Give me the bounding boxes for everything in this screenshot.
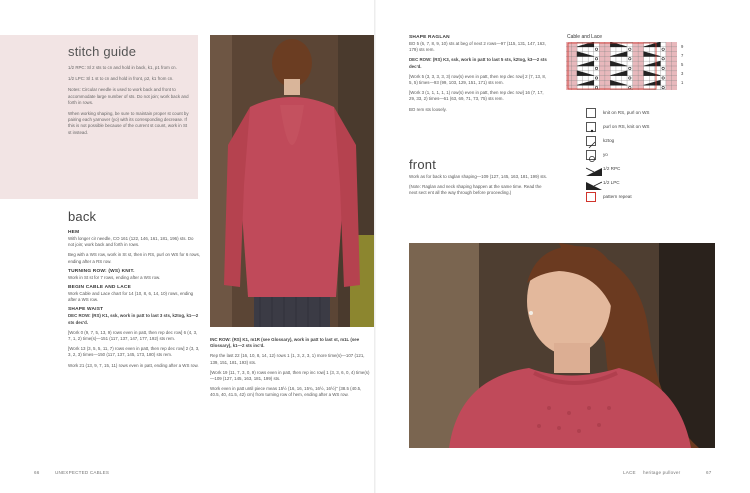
chart-cell-purl	[605, 47, 611, 52]
chart-cell-purl	[638, 56, 644, 61]
chart-row-1: 1	[681, 80, 684, 85]
legend-knit-label: knit on RS, purl on WS	[603, 110, 650, 115]
chart-cell-purl	[599, 71, 605, 76]
turning-row-text: Work in St st for 7 rows, ending after a WS row.	[68, 274, 161, 280]
cable-lace-heading: BEGIN CABLE AND LACE	[68, 285, 131, 291]
back-title: back	[68, 209, 97, 224]
chart-cell-purl	[633, 71, 639, 76]
front-column	[409, 174, 549, 201]
back-column	[68, 226, 200, 373]
cable-lace-chart	[566, 42, 677, 90]
chart-cell-purl	[605, 76, 611, 81]
cable-lace-text: Work Cable and Lace chart for 14 (10, 8, 6, 14, 10) rows, ending after a WS row.	[68, 291, 194, 303]
chart-cell-purl	[671, 56, 677, 61]
chart-cell-purl	[566, 61, 572, 66]
chart-cell-purl	[671, 80, 677, 85]
chart-cell-purl	[572, 61, 578, 66]
chart-row-9: 9	[681, 44, 684, 49]
chart-cell-purl	[671, 61, 677, 66]
legend-yo	[586, 150, 686, 162]
waist-text-1: [Work 0 (9, 7, 5, 13, 9) rows even in patt, then rep dec row] 6 (4, 3, 7, 1, 2) time(s)—151 (117, 137, 147, 177, 192) sts rem.	[68, 329, 198, 342]
chart-cell-purl	[599, 80, 605, 85]
chart-cell-purl	[666, 61, 672, 66]
chart-cell-purl	[666, 76, 672, 81]
turning-row-heading: TURNING ROW: (WS) KNIT.	[68, 268, 135, 274]
legend-lpc	[586, 178, 686, 190]
left-book-title: UNEXPECTED CABLES	[55, 470, 110, 475]
raglan-dec-row: DEC ROW: (RS) K3, ssk, work in patt to last 5 sts, k2tog, k3—2 sts dec'd.	[409, 57, 547, 69]
inc-text-3: Work even in patt until piece meas 15½ (16, 16, 15¾, 16½, 16½)" (38.5 (40.5, 40.5, 40, 41.5, 42) cm) from turning row of hem, ending after a WS row.	[210, 386, 362, 398]
chart-cell-purl	[666, 56, 672, 61]
legend-k2tog-label: k2tog	[603, 138, 615, 143]
legend-repeat-label: pattern repeat	[603, 194, 632, 199]
chart-cell-purl	[605, 61, 611, 66]
legend-k2tog	[586, 136, 686, 148]
chart-cell-purl	[638, 76, 644, 81]
legend-rpc	[586, 164, 686, 176]
chart-cell-purl	[638, 47, 644, 52]
hem-heading: HEM	[68, 230, 80, 235]
chart-cell-purl	[633, 76, 639, 81]
raglan-text-3: [Work 3 (1, 1, 1, 1, 1) row(s) even in patt, then rep dec row] 16 (7, 17, 29, 33, 2) times—61 (63, 69, 71, 73, 75) sts rem.	[409, 90, 544, 102]
chart-cell-purl	[633, 66, 639, 71]
legend-lpc-label: 1/2 LPC	[603, 180, 620, 185]
chart-cell-purl	[605, 56, 611, 61]
chart-cell-purl	[605, 71, 611, 76]
back-view-photo	[210, 35, 374, 327]
waist-text-3: Work 21 (13, 9, 7, 15, 11) rows even in patt, ending after a WS row.	[68, 362, 199, 368]
legend-rpc-label: 1/2 RPC	[603, 166, 621, 171]
chart-cell-purl	[599, 66, 605, 71]
chart-cell-purl	[633, 56, 639, 61]
shape-waist-heading: SHAPE WAIST	[68, 307, 104, 313]
chart-row-7: 7	[681, 53, 684, 58]
right-section-label: LACE	[623, 470, 636, 475]
legend-repeat	[586, 192, 686, 204]
shape-raglan-heading: SHAPE RAGLAN	[409, 35, 450, 40]
slash-square-icon	[586, 136, 596, 146]
chart-cell-purl	[599, 47, 605, 52]
chart-cell-purl	[599, 61, 605, 66]
page-gutter	[374, 0, 376, 493]
front-view-photo	[409, 243, 715, 448]
chart-cell-purl	[605, 80, 611, 85]
chart-cell-purl	[572, 56, 578, 61]
inc-text-1: Rep the last 22 (16, 10, 8, 14, 12) rows 1 (1, 3, 2, 3, 1) more time(s)—107 (121, 139, 151, 181, 193) sts.	[210, 353, 365, 365]
front-view-illustration	[409, 243, 715, 448]
increase-column	[210, 337, 370, 403]
chart-cell-purl	[566, 71, 572, 76]
stitch-guide-box	[0, 35, 198, 199]
chart-cell-purl	[566, 56, 572, 61]
chart-cell-purl	[666, 42, 672, 47]
right-page-number: 67	[706, 470, 712, 475]
legend-knit	[586, 108, 686, 120]
chart-cell-purl	[572, 52, 578, 57]
chart-cell-purl	[638, 71, 644, 76]
chart-cell-purl	[572, 66, 578, 71]
chart-cell-purl	[605, 66, 611, 71]
red-box-icon	[586, 192, 596, 202]
chart-cell-purl	[599, 76, 605, 81]
waist-dec-row: DEC ROW: (RS) K1, ssk, work in patt to last 3 sts, k2tog, k1—2 sts dec'd.	[68, 313, 199, 325]
dot-square-icon	[586, 122, 596, 132]
chart-cell-purl	[666, 85, 672, 90]
chart-cell-purl	[671, 85, 677, 90]
chart-cell-purl	[599, 56, 605, 61]
waist-text-2: [Work 13 (3, 5, 5, 11, 7) rows even in patt, then rep dec row] 2 (3, 3, 3, 2, 3) times—150 (117, 137, 145, 173, 180) sts rem.	[68, 346, 200, 358]
chart-cell-purl	[666, 80, 672, 85]
back-view-illustration	[210, 35, 374, 327]
front-title: front	[409, 157, 437, 172]
right-pattern-title: heritage pullover	[643, 470, 681, 475]
chart-cell-purl	[666, 66, 672, 71]
chart-row-5: 5	[681, 62, 684, 67]
chart-cell-purl	[633, 61, 639, 66]
chart-cell-purl	[572, 71, 578, 76]
left-page-number: 66	[34, 470, 40, 475]
chart-cell-purl	[671, 66, 677, 71]
inc-row: INC ROW: (RS) K1, m1R (see Glossary), work in patt to last st, m1L (see Glossary), k1—2 sts inc'd.	[210, 337, 360, 349]
front-text-1: Work as for back to raglan shaping—109 (127, 145, 163, 181, 199) sts.	[409, 174, 548, 179]
chart-cell-purl	[633, 47, 639, 52]
raglan-text-1: BO 5 (6, 7, 8, 9, 10) sts at beg of next 2 rows—97 (115, 131, 147, 163, 179) sts rem.	[409, 41, 546, 53]
chart-cell-purl	[671, 42, 677, 47]
hem-text-2: Beg with a WS row, work in St st, then in RS, purl on WS for 6 rows, ending after a RS row.	[68, 252, 201, 264]
chart-cell-purl	[671, 76, 677, 81]
raglan-text-2: [Work 5 (3, 3, 3, 3, 3) row(s) even in patt, then rep dec row] 2 (7, 13, 8, 5, 5) times—93 (99, 103, 129, 151, 171) sts rem.	[409, 73, 547, 86]
stitch-guide-shaping: When working shaping, be sure to maintain proper st count by pairing each yarnover (yo) with its corresponding decrease. If this is not possible because of the current st count, work in St st instead.	[68, 111, 189, 135]
blank-square-icon	[586, 108, 596, 118]
chart-cell-purl	[599, 52, 605, 57]
legend-purl	[586, 122, 686, 134]
chart-cell-purl	[638, 66, 644, 71]
chart-cell-purl	[566, 52, 572, 57]
front-text-2: (Note: Raglan and neck shaping happen at the same time. Read the next sect ent all the way through before proceeding.)	[409, 184, 542, 196]
legend-yo-label: yo	[603, 152, 608, 157]
lpc-cable-icon	[586, 178, 602, 188]
stitch-guide-rpc: 1/2 RPC: Sl 2 sts to cn and hold in back, k1, p1 from cn.	[68, 65, 177, 70]
chart-row-3: 3	[681, 71, 684, 76]
chart-cell-purl	[605, 52, 611, 57]
chart-cell-purl	[633, 80, 639, 85]
chart-cell-purl	[666, 71, 672, 76]
chart-cell-purl	[638, 52, 644, 57]
chart-cell-purl	[566, 47, 572, 52]
raglan-text-4: BO rem sts loosely.	[409, 106, 447, 112]
chart-cell-purl	[638, 80, 644, 85]
chart-cell-purl	[666, 47, 672, 52]
legend-purl-label: purl on RS, knit on WS	[603, 124, 650, 129]
chart-cell-purl	[572, 47, 578, 52]
chart-cell-purl	[671, 71, 677, 76]
chart-cell-purl	[638, 61, 644, 66]
circle-square-icon	[586, 150, 596, 160]
chart-cell-purl	[566, 76, 572, 81]
raglan-column	[409, 35, 549, 117]
hem-text-1: With longer cir needle, CO 161 (122, 146, 161, 181, 196) sts. Do not join; work back and forth in rows.	[68, 236, 194, 248]
chart-cell-purl	[566, 66, 572, 71]
chart-cell-purl	[633, 52, 639, 57]
chart-cell-purl	[671, 47, 677, 52]
stitch-guide-title: stitch guide	[68, 44, 137, 59]
chart-cell-purl	[566, 80, 572, 85]
stitch-guide-notes: Notes: Circular needle is used to work back and front to accommodate large number of sts. Do not join; work back and forth in rows.	[68, 87, 189, 105]
chart-cell-purl	[666, 52, 672, 57]
chart-cell-purl	[572, 76, 578, 81]
chart-cell-purl	[671, 52, 677, 57]
chart-cell-purl	[572, 80, 578, 85]
inc-text-2: [Work 19 (11, 7, 3, 0, 9) rows even in patt, then rep inc row] 1 (3, 3, 6, 0, 4) time(s)—109 (127, 145, 163, 181, 199) sts.	[210, 369, 370, 382]
stitch-guide-lpc: 1/2 LPC: Sl 1 st to cn and hold in front, p2, k1 from cn.	[68, 76, 174, 82]
rpc-cable-icon	[586, 164, 602, 174]
chart-title: Cable and Lace	[567, 34, 603, 40]
